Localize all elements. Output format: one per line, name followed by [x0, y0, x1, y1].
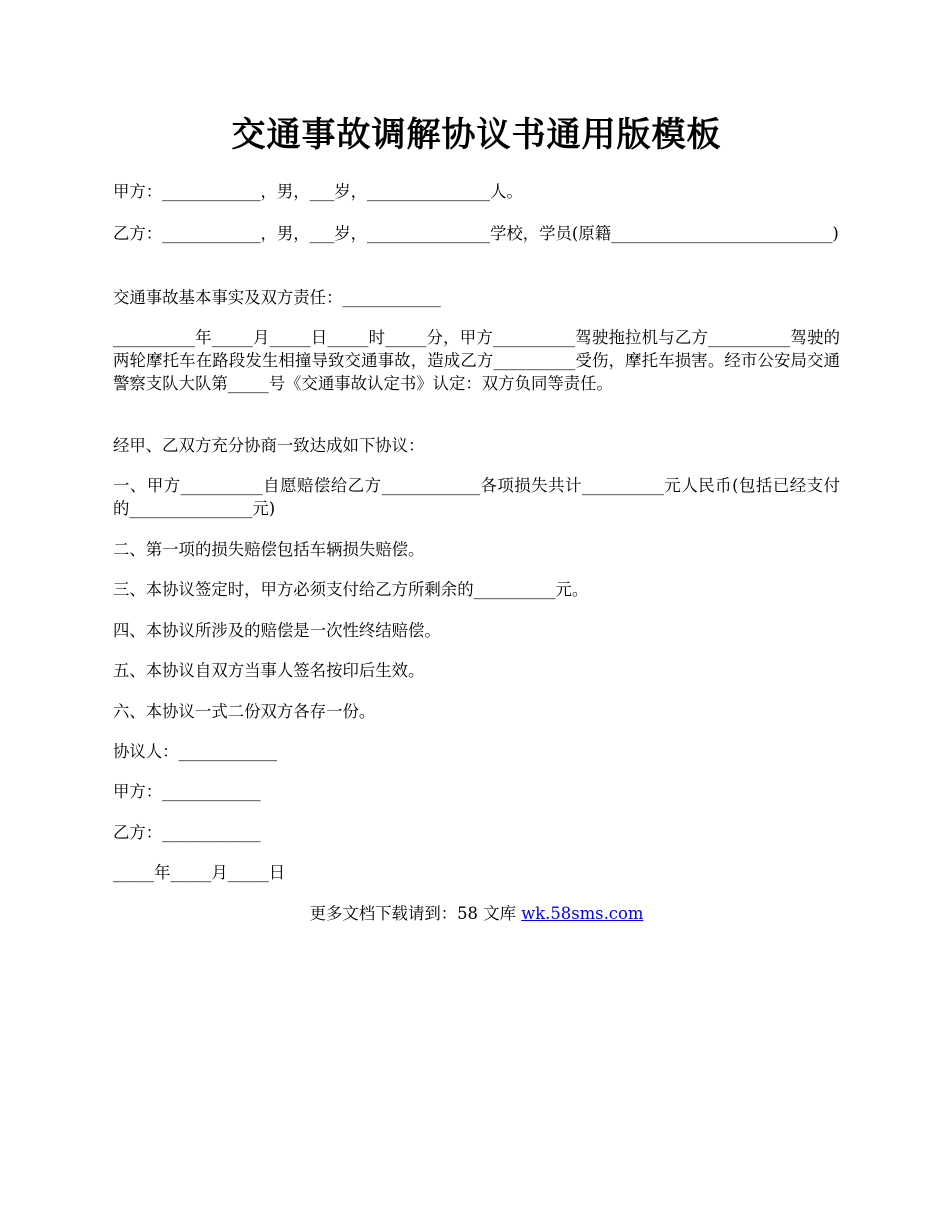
- clause-6: 六、本协议一式二份双方各存一份。: [113, 702, 376, 721]
- date-line: _____年_____月_____日: [113, 863, 286, 882]
- footer-prefix: 更多文档下载请到：58 文库: [309, 904, 522, 923]
- clause-4: 四、本协议所涉及的赔偿是一次性终结赔偿。: [113, 621, 441, 640]
- document-title: 交通事故调解协议书通用版模板: [231, 115, 722, 155]
- party-b-info: 乙方：____________，男，___岁，_______________学校，学员(原籍___________________________): [113, 224, 839, 243]
- signatory-line: 协议人：____________: [113, 742, 277, 761]
- clause-2: 二、第一项的损失赔偿包括车辆损失赔偿。: [113, 540, 425, 559]
- clause-1: 一、甲方__________自愿赔偿给乙方____________各项损失共计__________元人民币(包括已经支付的_______________元): [113, 476, 840, 518]
- clause-3: 三、本协议签定时，甲方必须支付给乙方所剩余的__________元。: [113, 580, 589, 599]
- party-b-signature-line: 乙方：____________: [113, 823, 261, 842]
- accident-description: __________年_____月_____日_____时_____分，甲方__________驾驶拖拉机与乙方__________驾驶的两轮摩托车在路段发生相撞导致交通事故，造成乙方__________受伤，摩托车损害。经市公安局交通警察支队大队第_____号《交通事故认定书》认定：双方负同等责任。: [113, 328, 840, 393]
- party-a-info: 甲方：____________，男，___岁，_______________人。: [113, 182, 523, 201]
- clause-5: 五、本协议自双方当事人签名按印后生效。: [113, 661, 425, 680]
- negotiation-intro: 经甲、乙双方充分协商一致达成如下协议：: [113, 436, 425, 455]
- accident-facts-heading: 交通事故基本事实及双方责任：____________: [113, 288, 441, 307]
- footer-note: [113, 902, 840, 926]
- party-a-signature-line: 甲方：____________: [113, 782, 261, 801]
- footer-link[interactable]: wk.58sms.com: [521, 904, 644, 923]
